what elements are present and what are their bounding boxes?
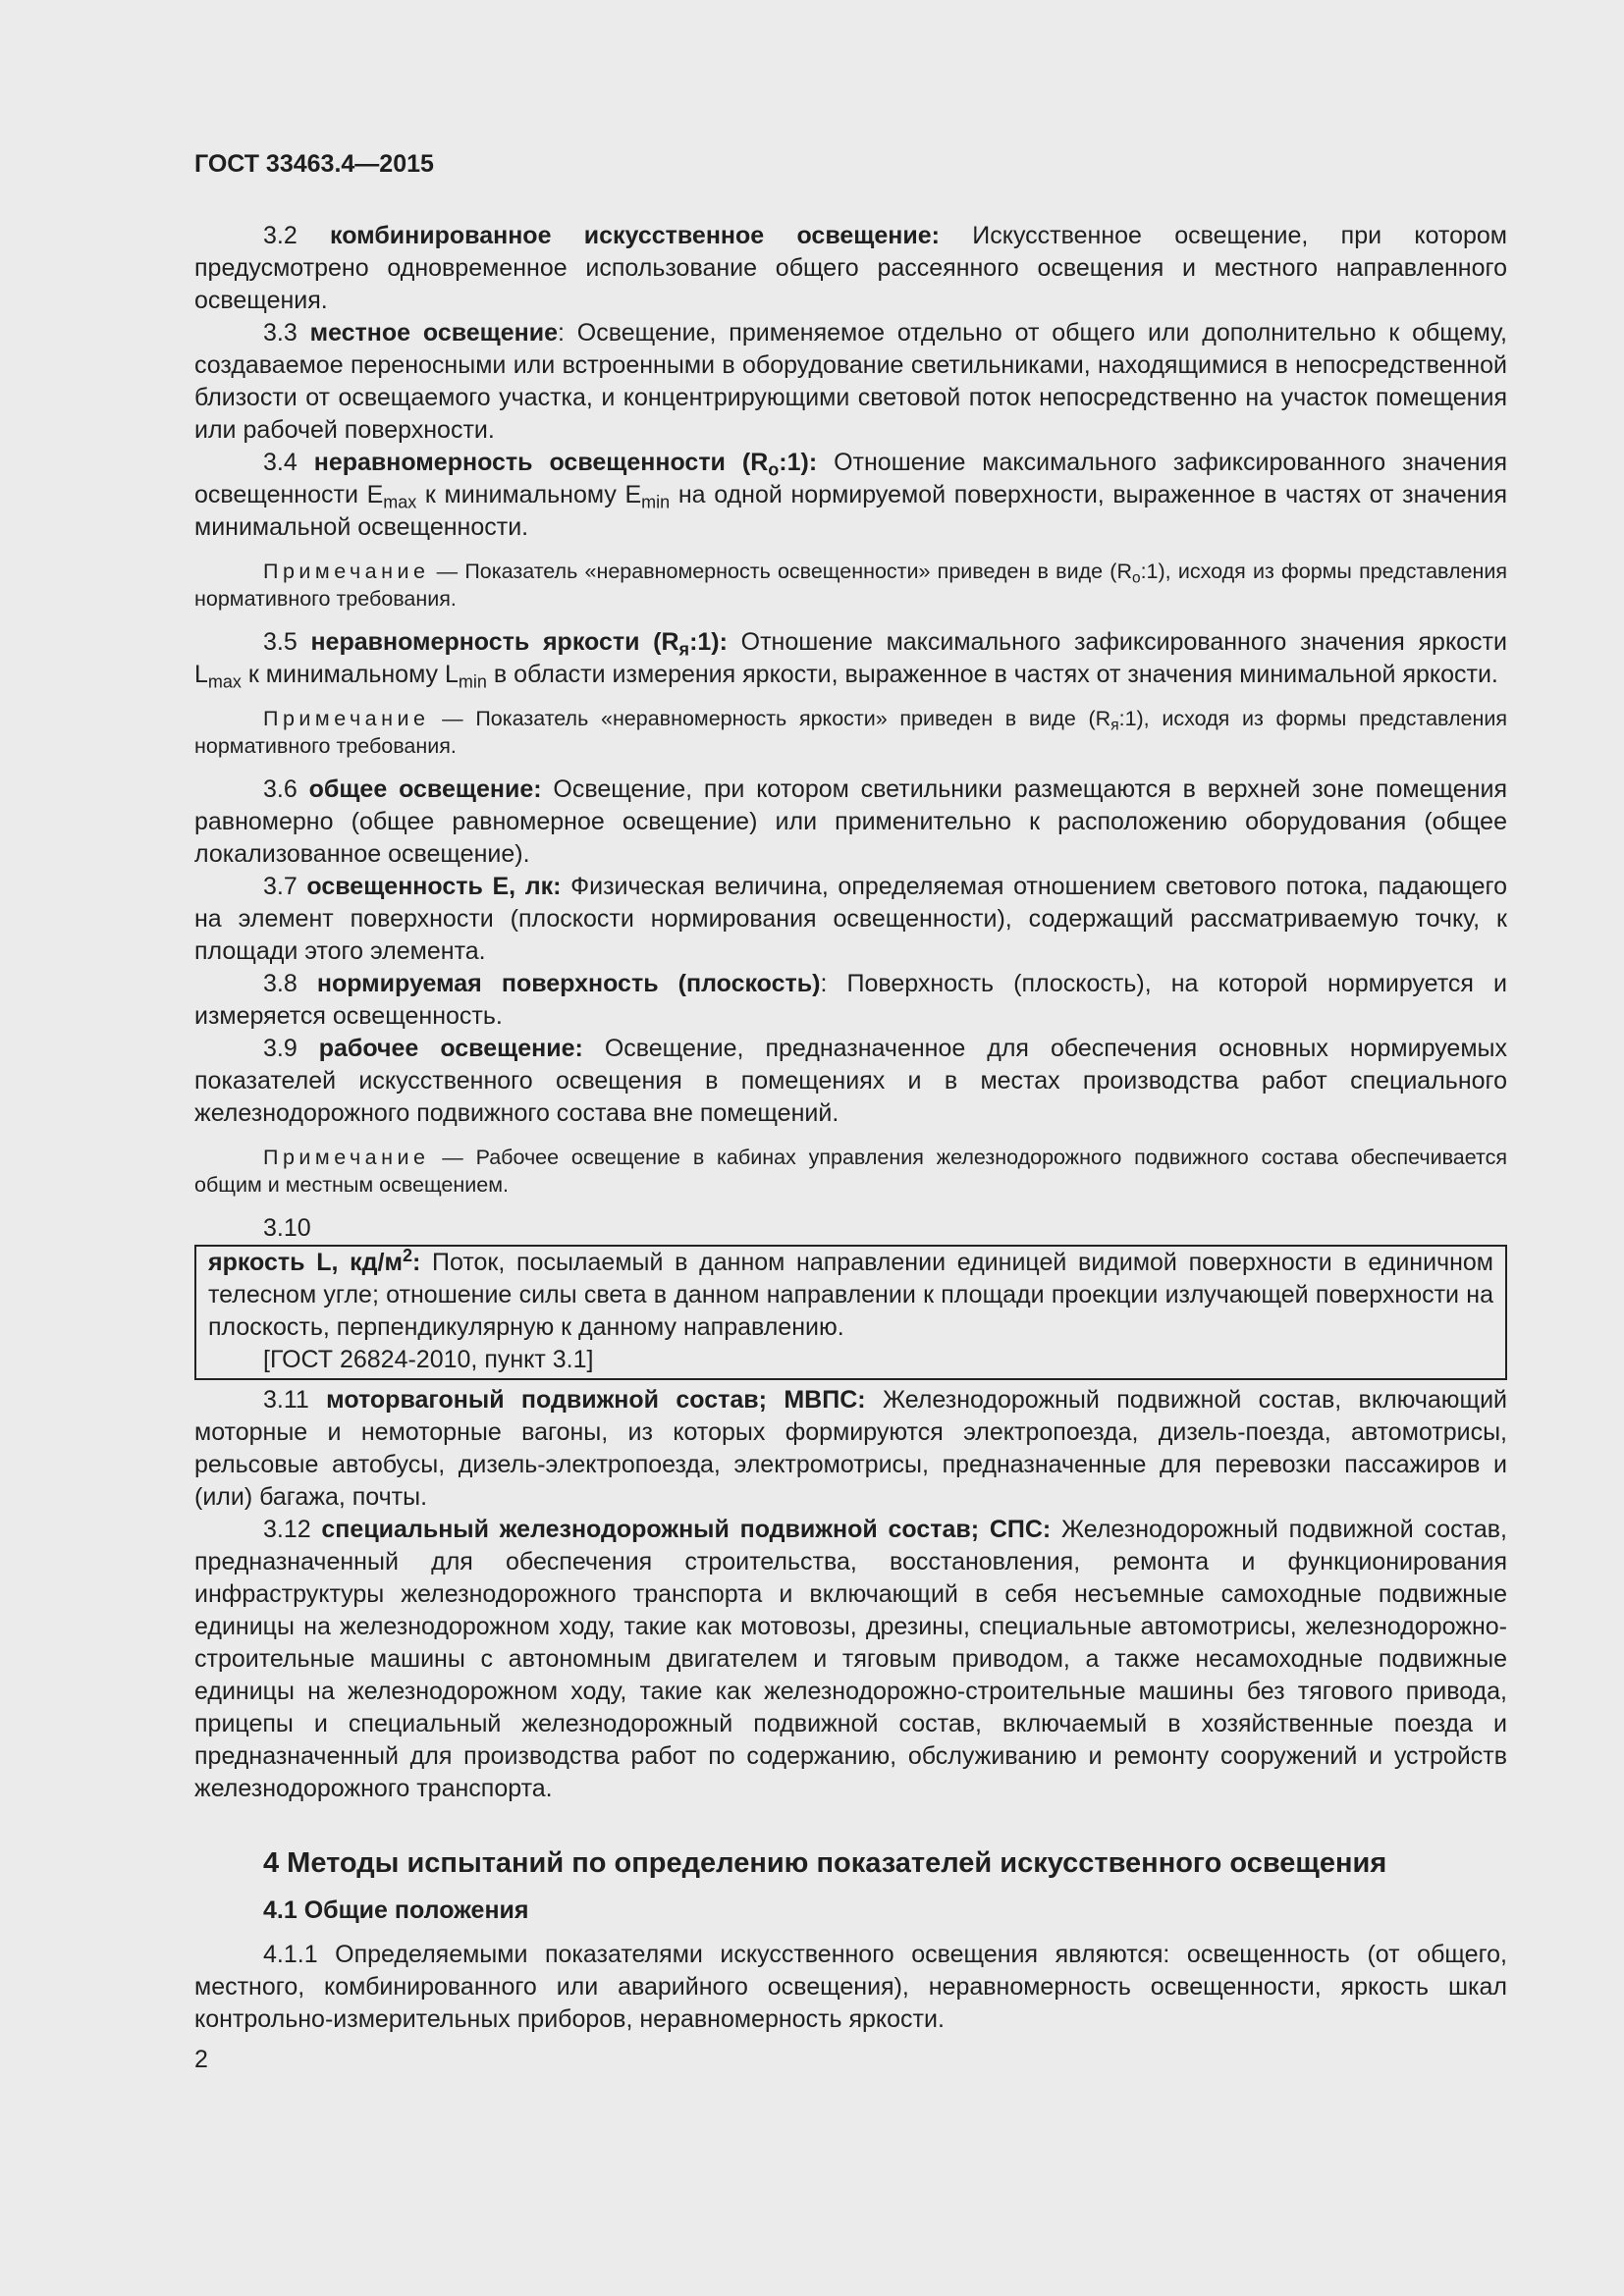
clause-number: 3.5: [263, 628, 311, 656]
definition: Железнодорожный подвижной состав, включающий моторные и немоторные вагоны, из которых формируются электропоезда, дизель-поезда, автомотрисы, рельсовые автобусы, дизель-электропоезда, электромотрисы, предназначенные для перевозки пассажиров и (или) багажа, почты.: [194, 1386, 1507, 1511]
definition: Отношение максимального зафиксированного значения яркости L: [194, 628, 1507, 688]
term: неравномерность яркости $(R_я:1)$:: [310, 628, 728, 660]
definition: : Освещение, применяемое отдельно от общего или дополнительно к общему, создаваемое переносными или встроенными в оборудование светильниками, находящимися в непосредственной близости от освещаемого участка, и концентрирующими световой поток непосредственно на участок помещения или рабочей поверхности.: [194, 319, 1507, 444]
document-page: [194, 147, 1507, 2076]
document-header: ГОСТ 33463.4—2015: [194, 150, 434, 178]
clause-number: 3.11: [263, 1386, 327, 1414]
section-4-heading: 4 Методы испытаний по определению показателей искусственного освещения: [263, 1847, 1387, 1879]
clause-3-10-number: 3.10: [263, 1214, 311, 1242]
clause-number: 3.6: [263, 775, 309, 803]
note-label: Примечание: [263, 1146, 430, 1169]
definition: Освещение, предназначенное для обеспечения основных нормируемых показателей искусственного освещения в помещениях и в местах производства работ специального железнодорожного подвижного состава вне помещений.: [194, 1035, 1507, 1127]
definition: Железнодорожный подвижной состав, предназначенный для обеспечения строительства, восстановления, ремонта и функционирования инфраструктуры железнодорожного транспорта и включающий в себя несъемные самоходные подвижные единицы на железнодорожном ходу, такие как мотовозы, дрезины, специальные автомотрисы, железнодорожно-строительные машины с автономным двигателем и тяговым приводом, а также несамоходные подвижные единицы на железнодорожном ходу, такие как железнодорожно-строительные машины без тягового привода, прицепы и специальный железнодорожный подвижной состав, включаемый в хозяйственные поезда и предназначенный для производства работ по содержанию, обслуживанию и ремонту сооружений и устройств железнодорожного транспорта.: [194, 1516, 1507, 1802]
term: яркость L, $кд/м^2$:: [208, 1246, 421, 1276]
clause-3-5: 3.5 неравномерность яркости $(R_я:1)$: Отношение максимального зафиксированного значения яркости $L_{max}$ к минимальному $L_{min}$ в области измерения яркости, выраженное в частях от значения минимальной яркости.: [194, 628, 1507, 692]
clause-3-10: [208, 1247, 1493, 1344]
clause-number: 3.2: [263, 222, 331, 249]
clause-number: 3.4: [263, 449, 314, 476]
term: комбинированное искусственное освещение:: [330, 222, 940, 249]
clause-number: 3.9: [263, 1035, 319, 1062]
clause-number: 3.8: [263, 970, 317, 997]
clause-3-11: [194, 1384, 1507, 1514]
section-4-1-heading: 4.1 Общие положения: [263, 1896, 529, 1924]
term: неравномерность освещенности $(R_о:1)$:: [313, 449, 818, 480]
definition: : Поверхность (плоскость), на которой нормируется и измеряется освещенность.: [194, 970, 1507, 1030]
definition: Физическая величина, определяемая отношением светового потока, падающего на элемент поверхности (плоскости нормирования освещенности), содержащий рассматриваемую точку, к площади этого элемента.: [194, 873, 1507, 965]
clause-number: 3.12: [263, 1516, 322, 1543]
note-label: Примечание: [263, 560, 430, 583]
note-1: Примечание — Показатель «неравномерность освещенности» приведен в виде $(R_о:1)$, исходя из формы представления нормативного требования.: [194, 560, 1507, 611]
note-label: Примечание: [263, 707, 430, 730]
clause-3-3: [194, 317, 1507, 447]
clause-3-9: [194, 1033, 1507, 1130]
term: нормируемая поверхность (плоскость): [316, 970, 821, 997]
term: освещенность E, лк:: [306, 873, 562, 900]
definition: Отношение максимального зафиксированного значения освещенности E: [194, 449, 1508, 508]
term: моторвагоный подвижной состав; МВПС:: [326, 1386, 866, 1414]
note-2: Примечание — Показатель «неравномерность яркости» приведен в виде $(R_я:1)$, исходя из формы представления нормативного требования.: [194, 707, 1507, 758]
clause-3-6: [194, 774, 1507, 871]
term: рабочее освещение:: [318, 1035, 583, 1062]
clause-3-12: [194, 1514, 1507, 1805]
definition: Поток, посылаемый в данном направлении единицей видимой поверхности в единичном телесном угле; отношение силы света в данном направлении к площади проекции излучающей поверхности на плоскость, перпендикулярную к данному направлению.: [208, 1249, 1493, 1341]
source-reference: [ГОСТ 26824-2010, пункт 3.1]: [263, 1346, 594, 1373]
page-number: 2: [194, 2046, 208, 2073]
quoted-definition-box: [194, 1245, 1507, 1380]
clause-3-4: 3.4 неравномерность освещенности $(R_о:1)$: Отношение максимального зафиксированного значения освещенности $E_{max}$ к минимальному $E_{min}$ на одной нормируемой поверхности, выраженное в частях от значения минимальной освещенности.: [194, 449, 1508, 541]
clause-3-8: [194, 968, 1507, 1033]
definition: Искусственное освещение, при котором предусмотрено одновременное использование общего рассеянного освещения и местного направленного освещения.: [194, 222, 1507, 314]
definition: Освещение, при котором светильники размещаются в верхней зоне помещения равномерно (общее равномерное освещение) или применительно к расположению оборудования (общее локализованное освещение).: [194, 775, 1507, 868]
clause-3-7: [194, 871, 1507, 968]
note-3: Примечание — Рабочее освещение в кабинах управления железнодорожного подвижного состава обеспечивается общим и местным освещением.: [194, 1146, 1507, 1197]
clause-number: 3.7: [263, 873, 307, 900]
clause-4-1-1: 4.1.1 Определяемыми показателями искусственного освещения являются: освещенность (от общего, местного, комбинированного или аварийного освещения), неравномерность освещенности, яркость шкал контрольно-измерительных приборов, неравномерность яркости.: [194, 1941, 1507, 2033]
term: специальный железнодорожный подвижной состав; СПС:: [321, 1516, 1052, 1543]
term: местное освещение: [309, 319, 559, 347]
clause-number: 3.3: [263, 319, 310, 347]
term: общее освещение:: [308, 775, 542, 803]
clause-3-2: [194, 220, 1507, 317]
